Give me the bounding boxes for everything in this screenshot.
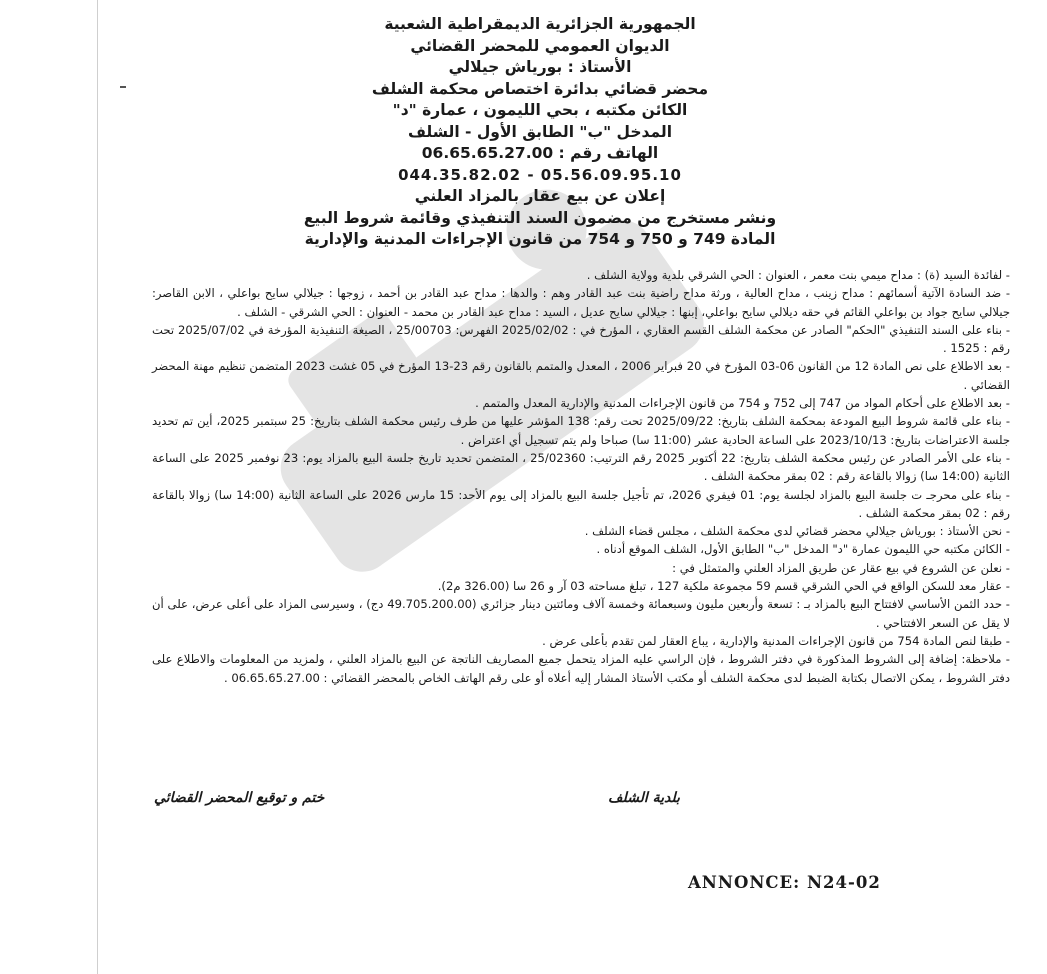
paragraph-law-article-12: - بعد الاطلاع على نص المادة 12 من القانون 06-03 المؤرخ في 20 فبراير 2006 ، المعدل والمتمم بالقانون رقم 23-13 المؤرخ في 05 غشت 2023 المتضمن تنظيم مهنة المحضر القضائي . — [152, 359, 1010, 392]
header-line-subtitle: ونشر مستخرج من مضمون السند التنفيذي وقائمة شروط البيع — [303, 208, 777, 227]
header-line-republic: الجمهورية الجزائرية الديمقراطية الشعبية — [384, 15, 696, 33]
document-header — [280, 14, 800, 251]
header-line-bailiff-name: الأستاذ : بورياش جيلالي — [448, 58, 632, 76]
header-line-entrance: المدخل "ب" الطابق الأول - الشلف — [407, 122, 673, 141]
header-line-phone-numbers: 044.35.82.02 - 05.56.09.95.10 — [398, 165, 682, 184]
header-line-phone: الهاتف رقم : 06.65.65.27.00 — [421, 144, 659, 162]
paragraph-property: - عقار معد للسكن الواقع في الحي الشرقي قسم 59 مجموعة ملكية 127 ، تبلغ مساحته 03 آر و 26 سا (326.00 م2). — [437, 579, 1010, 594]
header-line-office: الديوان العمومي للمحضر القضائي — [410, 36, 670, 55]
header-line-announcement-title: إعلان عن بيع عقار بالمزاد العلني — [414, 187, 666, 205]
paragraph-announce-sale: - نعلن عن الشروع في بيع عقار عن طريق المزاد العلني والمتمثل في : — [672, 560, 1010, 575]
header-line-jurisdiction: محضر قضائي بدائرة اختصاص محكمة الشلف — [371, 79, 709, 98]
annonce-number: ANNONCE: N24-02 — [688, 873, 881, 892]
document-body — [152, 266, 1010, 687]
paragraph-article-754: - طبقا لنص المادة 754 من قانون الإجراءات المدنية والإدارية ، يباع العقار لمن تقدم بأعلى عرض . — [542, 633, 1010, 648]
header-line-articles: المادة 749 و 750 و 754 من قانون الإجراءات المدنية والإدارية — [304, 230, 776, 248]
signature-municipality: بلدية الشلف — [608, 790, 680, 806]
signature-bailiff-stamp: ختم و توقيع المحضر القضائي — [154, 790, 325, 806]
paragraph-office: - الكائن مكتبه حي الليمون عمارة "د" المدخل "ب" الطابق الأول، الشلف الموقع أدناه . — [596, 542, 1010, 557]
paragraph-base-price: - حدد الثمن الأساسي لافتتاح البيع بالمزاد بـ : تسعة وأربعين مليون وسبعمائة وخمسة آلاف ومائتين دينار جزائري (49.705.200.00 دج) ، وسيرسى المزاد على أعلى عرض، على أن لا يقل عن السعر الافتتاحي . — [152, 597, 1010, 630]
paragraph-president-order: - بناء على الأمر الصادر عن رئيس محكمة الشلف بتاريخ: 22 أكتوبر 2025 رقم الترتيب: 25/02360 ، المتضمن تحديد تاريخ جلسة البيع بالمزاد يوم: 23 نوفمبر 2025 على الساعة الثانية (14:00 سا) زوالا بالقاعة رقم : 02 بمقر محكمة الشلف . — [152, 450, 1011, 484]
paragraph-beneficiary: - لفائدة السيد (ة) : مداح ميمي بنت معمر ، العنوان : الحي الشرقي بلدية وولاية الشلف . — [586, 268, 1010, 282]
paragraph-defendants: - ضد السادة الآتية أسمائهم : مداح زينب ، مداح العالية ، ورثة مداح راضية بنت عبد القادر وهم : والدها : مداح عبد القادر بن أحمد ، زوجها : جيلالي سايح بواعلي ، الابن القاصر: جيلالي سايح جواد بن بواعلي القائم في حقه ديلالي سايح بواعلي، إبنها : جيلالي سايح عديل ، السيد : مداح عبد القادر بن محمد - العنوان : الحي الشرقي - الشلف . — [152, 286, 1010, 319]
paragraph-note: - ملاحظة: إضافة إلى الشروط المذكورة في دفتر الشروط ، فإن الراسي عليه المزاد يتحمل جميع المصاريف الناتجة عن البيع بالمزاد العلني ، ولمزيد من المعلومات والاطلاع على دفتر الشروط ، يمكن الاتصال بكتابة الضبط لدى محكمة الشلف أو مكتب الأستاذ المشار إليه أعلاه أو على رقم الهاتف الخاص بالمحضر القضائي : 06.65.65.27.00 . — [152, 652, 1010, 685]
paragraph-articles-747-754: - بعد الاطلاع على أحكام المواد من 747 إلى 752 و 754 من قانون الإجراءات المدنية والإدارية المعدل والمتمم . — [475, 396, 1010, 411]
scan-fold-line — [97, 0, 98, 974]
scan-mark — [120, 86, 126, 88]
paragraph-bailiff: - نحن الأستاذ : بورياش جيلالي محضر قضائي لدى محكمة الشلف ، مجلس قضاء الشلف . — [584, 524, 1010, 539]
header-line-address: الكائن مكتبه ، بحي الليمون ، عمارة "د" — [392, 101, 688, 119]
paragraph-conditions-list: - بناء على قائمة شروط البيع المودعة بمحكمة الشلف بتاريخ: 2025/09/22 تحت رقم: 138 المؤشر عليها من طرف رئيس محكمة الشلف بتاريخ: 25 سبتمبر 2025، أين تم تحديد جلسة الاعتراضات بتاريخ: 2023/10/13 على الساعة الحادية عشر (11:00 سا) صباحا ولم يتم تسجيل أي اعتراض . — [152, 414, 1011, 447]
paragraph-executive-title: - بناء على السند التنفيذي "الحكم" الصادر عن محكمة الشلف القسم العقاري ، المؤرخ في : 2025/02/02 الفهرس: 25/00703 ، الصيغة التنفيذية المؤرخة في 2025/07/02 تحت رقم : 1525 . — [152, 322, 1011, 356]
paragraph-session-postponed: - بناء على محرجـ ت جلسة البيع بالمزاد لجلسة يوم: 01 فيفري 2026، تم تأجيل جلسة البيع بالمزاد إلى يوم الأحد: 15 مارس 2026 على الساعة الثانية (14:00 سا) زوالا بالقاعة رقم : 02 بمقر محكمة الشلف . — [152, 487, 1010, 520]
